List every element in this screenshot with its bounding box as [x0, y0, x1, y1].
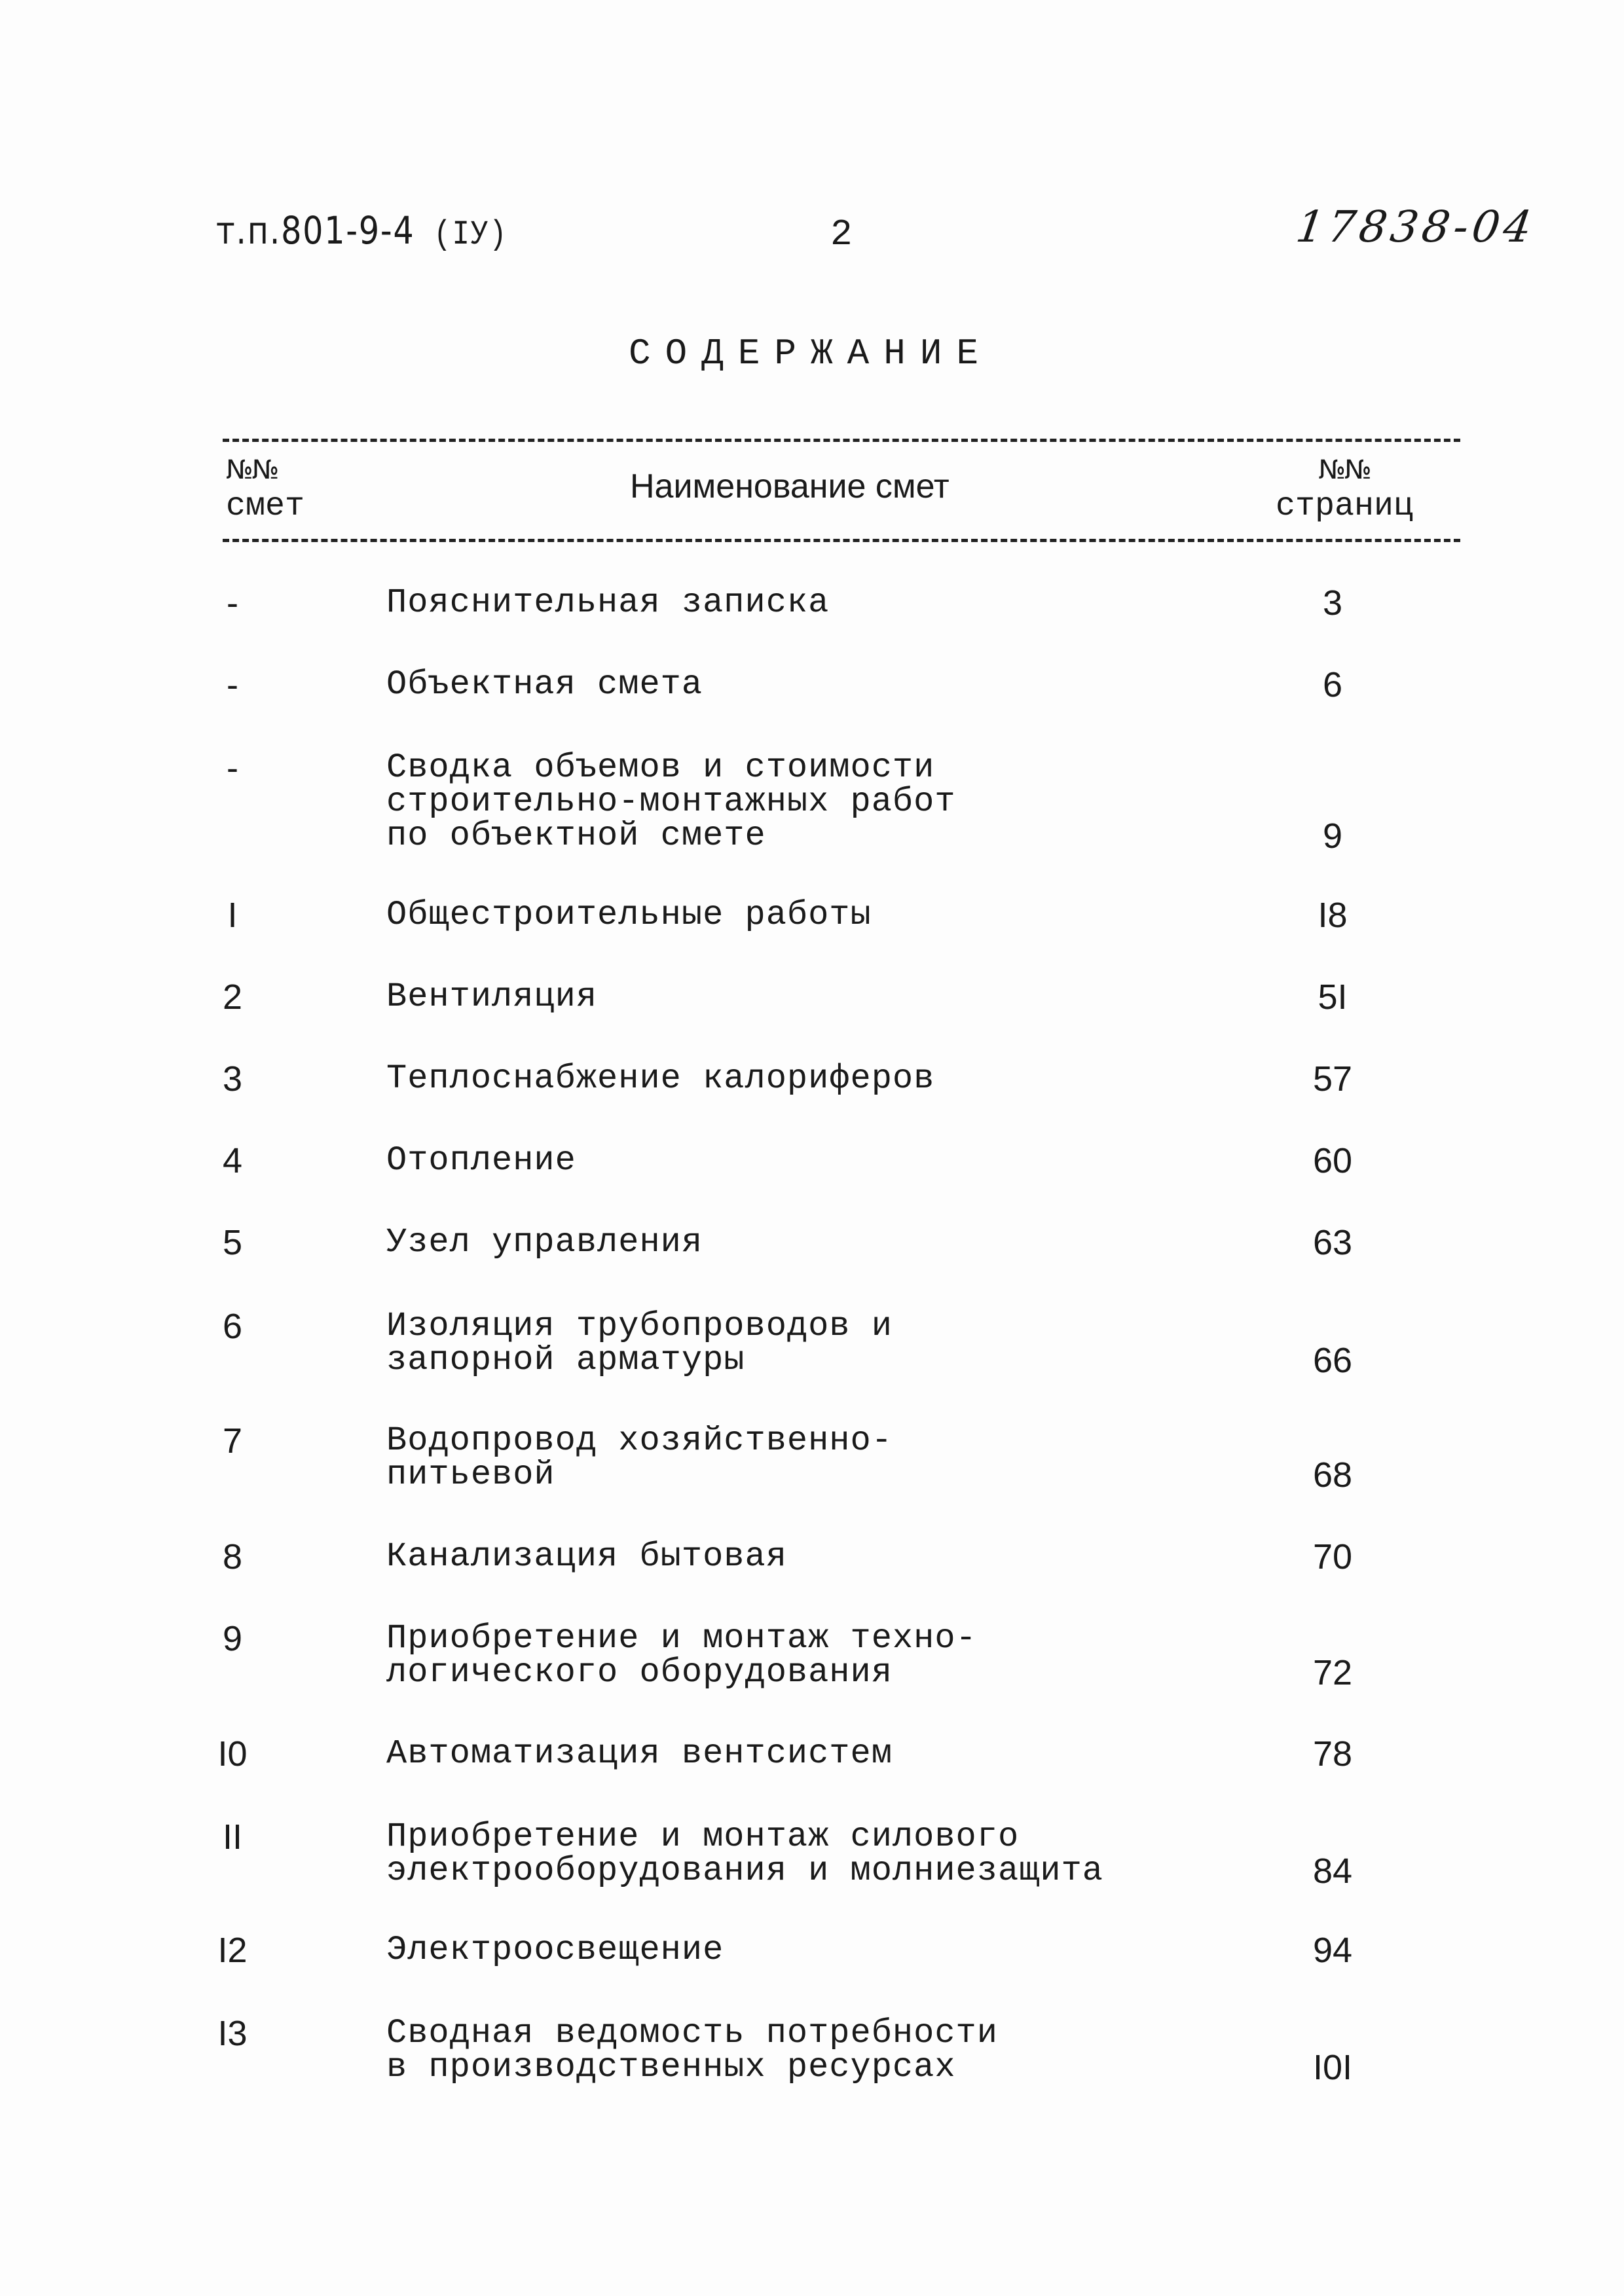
estimate-name [386, 1817, 1103, 1890]
page-ref: 66 [1312, 1341, 1353, 1380]
estimate-number: 4 [222, 1141, 243, 1180]
estimate-number: - [227, 665, 238, 704]
estimate-name [386, 898, 872, 932]
page-ref: 6 [1322, 665, 1343, 704]
estimate-name-line: Вентиляция [386, 977, 598, 1016]
estimate-name [386, 2016, 998, 2085]
estimate-number: 6 [222, 1307, 243, 1346]
page-ref: 3 [1322, 583, 1343, 623]
page-ref: 9 [1322, 816, 1343, 856]
estimate-name [386, 583, 830, 622]
document-number: 17838-04 [1293, 202, 1539, 252]
estimate-name-line: Узел управления [386, 1223, 703, 1262]
estimate-name [386, 1309, 893, 1377]
estimate-name [386, 748, 956, 855]
estimate-name [386, 1537, 787, 1576]
project-code-suffix: (IУ) [434, 215, 508, 254]
estimate-name-line: электрооборудования и молниезащита [386, 1851, 1103, 1890]
page-ref: 68 [1312, 1455, 1353, 1495]
estimate-name-line: Общестроительные работы [386, 896, 872, 934]
estimate-number: 9 [222, 1619, 243, 1658]
estimate-number: I0 [217, 1734, 248, 1774]
project-code-text: т.п.801-9-4 [216, 208, 415, 253]
pages-symbol: №№ [1318, 455, 1371, 485]
estimate-name [386, 1619, 977, 1692]
estimate-name-line: Сводная ведомость потребности [386, 2014, 998, 2052]
page-ref: 78 [1312, 1734, 1353, 1774]
estimate-name-line: Отопление [386, 1141, 576, 1180]
page-ref: 60 [1312, 1141, 1353, 1180]
estimate-number: I [227, 896, 238, 935]
page-ref: 63 [1312, 1223, 1353, 1262]
estimate-name-line: Теплоснабжение калориферов [386, 1059, 935, 1098]
project-code [216, 208, 507, 254]
page-ref: I8 [1318, 896, 1348, 935]
estimate-number: 8 [222, 1537, 243, 1576]
estimate-number: I2 [217, 1931, 248, 1970]
estimate-name [386, 665, 703, 704]
estimate-name [386, 1421, 893, 1494]
estimate-name-line: Автоматизация вентсистем [386, 1734, 893, 1773]
page-title: СОДЕРЖАНИЕ [629, 333, 993, 374]
estimate-name-line: Приобретение и монтаж техно- [386, 1619, 977, 1658]
number-symbol: №№ [226, 455, 278, 485]
column-header-number [226, 452, 304, 525]
estimate-number: - [227, 583, 238, 623]
page-ref: 94 [1312, 1931, 1353, 1970]
page-number: 2 [830, 213, 853, 255]
estimate-name-line: логического оборудования [386, 1653, 893, 1692]
estimate-name [386, 1141, 576, 1180]
pages-label: страниц [1276, 488, 1414, 525]
estimate-number: 5 [222, 1223, 243, 1262]
estimate-name-line: в производственных ресурсах [386, 2048, 956, 2086]
estimate-number: 2 [222, 977, 243, 1017]
estimate-name-line: Объектная смета [386, 665, 703, 704]
column-header-pages [1276, 452, 1413, 525]
estimate-name-line: Приобретение и монтаж силового [386, 1817, 1020, 1856]
estimate-name-line: Изоляция трубопроводов и [386, 1307, 893, 1345]
column-header-name: Наименование смет [630, 467, 950, 505]
estimate-name [386, 1223, 703, 1262]
page-ref: 84 [1312, 1851, 1353, 1891]
estimate-name-line: Сводка объемов и стоимости [386, 748, 935, 787]
estimate-number: 7 [222, 1421, 243, 1461]
estimate-name [386, 1059, 935, 1098]
estimate-number: - [227, 748, 238, 788]
page-ref: 72 [1312, 1653, 1353, 1692]
number-label: смет [226, 488, 305, 525]
estimate-name-line: Водопровод хозяйственно- [386, 1421, 893, 1460]
estimate-name-line: по объектной смете [386, 816, 766, 855]
page-ref: 57 [1312, 1059, 1353, 1099]
estimate-name-line: питьевой [386, 1455, 555, 1494]
estimate-name-line: Канализация бытовая [386, 1537, 787, 1576]
estimate-name [386, 1734, 893, 1773]
estimate-name [386, 1933, 724, 1967]
estimate-number: I3 [217, 2014, 248, 2053]
estimate-name-line: Электроосвещение [386, 1931, 724, 1969]
page-ref: I0I [1312, 2048, 1353, 2087]
estimate-name-line: запорной арматуры [386, 1341, 745, 1379]
estimate-name-line: Пояснительная записка [386, 583, 830, 622]
estimate-name [386, 977, 598, 1016]
estimate-name-line: строительно-монтажных работ [386, 782, 956, 821]
page-ref: 70 [1312, 1537, 1353, 1576]
header-top-rule [223, 439, 1460, 442]
page-ref: 5I [1318, 977, 1348, 1017]
header-bottom-rule [223, 539, 1460, 542]
estimate-number: II [222, 1817, 242, 1857]
estimate-number: 3 [222, 1059, 243, 1099]
